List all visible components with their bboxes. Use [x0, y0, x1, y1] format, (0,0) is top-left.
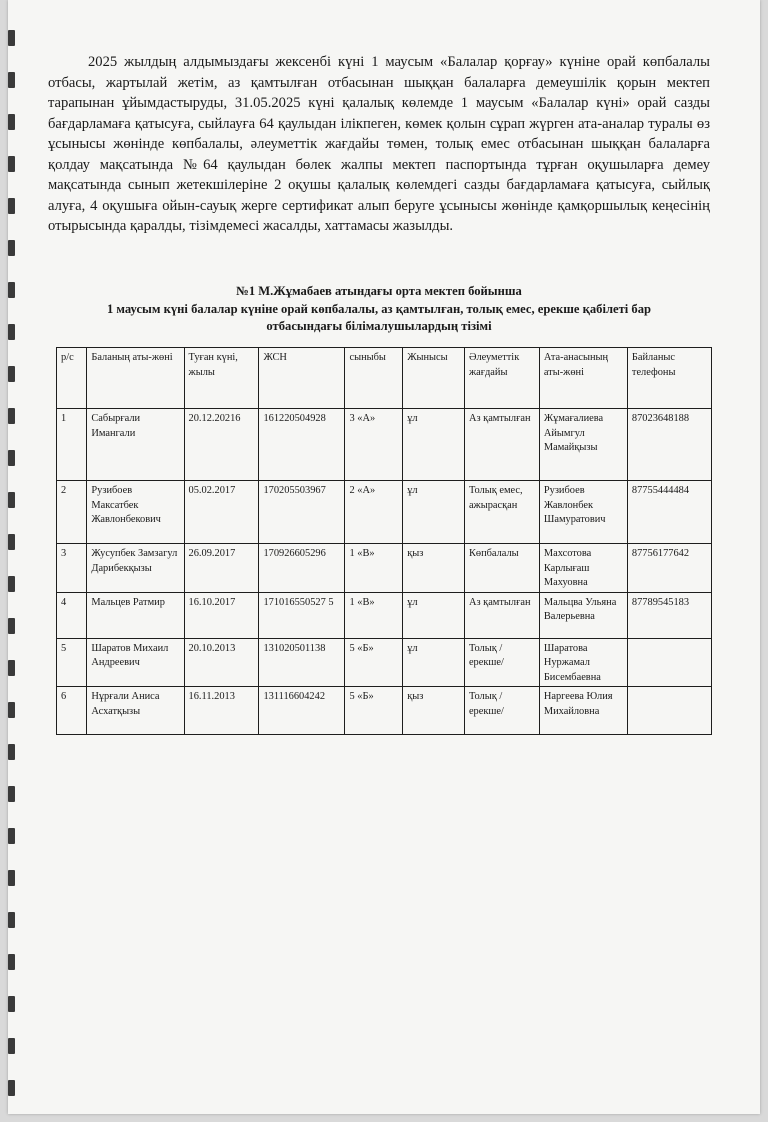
table-cell: 20.12.20216 [184, 409, 259, 481]
table-cell: Жұмағалиева Айымгул Мамайқызы [539, 409, 627, 481]
table-cell: 16.10.2017 [184, 592, 259, 638]
table-cell: Рузибоев Максатбек Жавлонбекович [87, 481, 184, 544]
table-cell: 87023648188 [627, 409, 711, 481]
table-cell [627, 638, 711, 687]
binder-hole [8, 576, 15, 592]
table-cell: ұл [403, 481, 465, 544]
table-row [57, 638, 712, 687]
binder-hole [8, 1080, 15, 1096]
binder-hole [8, 660, 15, 676]
document-page [8, 0, 760, 1114]
table-cell: Мальцва Ульяна Валерьевна [539, 592, 627, 638]
table-row [57, 481, 712, 544]
table-cell: 20.10.2013 [184, 638, 259, 687]
table-cell: 1 «В» [345, 592, 403, 638]
table-cell: қыз [403, 687, 465, 735]
binder-hole [8, 408, 15, 424]
binder-hole [8, 72, 15, 88]
table-cell: 26.09.2017 [184, 544, 259, 593]
binder-holes [8, 0, 20, 1122]
table-cell: 87756177642 [627, 544, 711, 593]
table-cell: 6 [57, 687, 87, 735]
table-cell: ұл [403, 592, 465, 638]
binder-hole [8, 450, 15, 466]
binder-hole [8, 198, 15, 214]
table-cell: Аз қамтылған [464, 409, 539, 481]
intro-paragraph: 2025 жылдың алдымыздағы жексенбі күні 1 маусым «Балалар қорғау» күніне орай көпбалалы отбасы, жартылай жетім, аз қамтылған отбасынан шыққан балаларға демеушілік қорын мектеп тарапынан ұйымдастыруды, 31.05.2025 күні қалалық көлемде 1 маусым «Балалар күні» орай сазды бағдарламаға қатысуға, сыйлауға 64 қаулыдан ілікпеген, көмек қолын сұрап жүрген ата-аналар туралы өз ұсынысы жөнінде көпбалалы, әлеуметтік жағдайы төмен, толық емес отбасынан шыққан балаларға қолдау мақсатында №64 қаулыдан бөлек жалпы мектеп паспортында тұрған оқушыларға демеу мақсатында сынып жетекшілеріне 2 оқушы қалалық көлемдегі сазды бағдарламаға қатысуға, сыйлық алуға, 4 оқушыға ойын-сауық жерге сертификат алып беруге ұсынысы жөнінде қамқоршылық кеңесінің отырысында қаралды, тізімдемесі жасалды, хаттамасы жазылды. [48, 54, 710, 234]
table-cell: Аз қамтылған [464, 592, 539, 638]
table-cell: Толық /ерекше/ [464, 687, 539, 735]
binder-hole [8, 954, 15, 970]
table-row [57, 409, 712, 481]
table-row [57, 687, 712, 735]
table-row [57, 544, 712, 593]
binder-hole [8, 996, 15, 1012]
table-cell: Махсотова Карлығаш Махуовна [539, 544, 627, 593]
binder-hole [8, 744, 15, 760]
table-cell: 131116604242 [259, 687, 345, 735]
table-cell: 4 [57, 592, 87, 638]
binder-hole [8, 702, 15, 718]
binder-hole [8, 534, 15, 550]
col-header: ЖСН [259, 348, 345, 409]
binder-hole [8, 1038, 15, 1054]
table-cell: 171016550527 5 [259, 592, 345, 638]
col-header: Туған күні, жылы [184, 348, 259, 409]
table-header-row [57, 348, 712, 409]
table-cell: 170205503967 [259, 481, 345, 544]
table-cell: Мальцев Ратмир [87, 592, 184, 638]
col-header: сыныбы [345, 348, 403, 409]
heading-line-occasion: 1 маусым күні балалар күніне орай көпбалалы, аз қамтылған, толық емес, ерекше қабілеті бар [106, 301, 652, 316]
table-cell: 87789545183 [627, 592, 711, 638]
table-cell: Шаратов Михаил Андреевич [87, 638, 184, 687]
table-cell: Сабырғали Имангали [87, 409, 184, 481]
table-cell: қыз [403, 544, 465, 593]
binder-hole [8, 156, 15, 172]
table-cell: 16.11.2013 [184, 687, 259, 735]
table-cell: Жусупбек Замзагул Дарибекқызы [87, 544, 184, 593]
col-header: Әлеуметтік жағдайы [464, 348, 539, 409]
binder-hole [8, 828, 15, 844]
table-cell: 170926605296 [259, 544, 345, 593]
binder-hole [8, 282, 15, 298]
binder-hole [8, 786, 15, 802]
table-cell: 2 [57, 481, 87, 544]
col-header: Жынысы [403, 348, 465, 409]
binder-hole [8, 870, 15, 886]
binder-hole [8, 618, 15, 634]
table-cell: 5 «Б» [345, 638, 403, 687]
heading-line-school: №1 М.Жұмабаев атындағы орта мектеп бойынша [236, 284, 522, 298]
table-cell: Көпбалалы [464, 544, 539, 593]
table-cell: Толық емес, ажырасқан [464, 481, 539, 544]
col-header: р/с [57, 348, 87, 409]
table-cell: 1 [57, 409, 87, 481]
table-cell: ұл [403, 638, 465, 687]
students-table [56, 347, 712, 735]
col-header: Баланың аты-жөні [87, 348, 184, 409]
table-cell: ұл [403, 409, 465, 481]
binder-hole [8, 912, 15, 928]
binder-hole [8, 30, 15, 46]
table-cell: Нұрғали Аниса Асхатқызы [87, 687, 184, 735]
table-cell: Наргеева Юлия Михайловна [539, 687, 627, 735]
table-cell: Рузибоев Жавлонбек Шамуратович [539, 481, 627, 544]
table-cell: 1 «В» [345, 544, 403, 593]
binder-hole [8, 240, 15, 256]
table-cell: 161220504928 [259, 409, 345, 481]
table-cell: 05.02.2017 [184, 481, 259, 544]
table-cell: 3 «А» [345, 409, 403, 481]
table-cell: 131020501138 [259, 638, 345, 687]
table-cell: Толық /ерекше/ [464, 638, 539, 687]
binder-hole [8, 114, 15, 130]
table-cell [627, 687, 711, 735]
heading-line-title: отбасындағы білімалушылардың тізімі [266, 319, 492, 333]
table-cell: 5 [57, 638, 87, 687]
binder-hole [8, 366, 15, 382]
binder-hole [8, 492, 15, 508]
list-heading [48, 283, 710, 336]
table-row [57, 592, 712, 638]
binder-hole [8, 324, 15, 340]
col-header: Ата-анасының аты-жөні [539, 348, 627, 409]
table-cell: 2 «А» [345, 481, 403, 544]
table-cell: 3 [57, 544, 87, 593]
table-cell: 5 «Б» [345, 687, 403, 735]
col-header: Байланыс телефоны [627, 348, 711, 409]
table-cell: 87755444484 [627, 481, 711, 544]
table-cell: Шаратова Нуржамал Бисембаевна [539, 638, 627, 687]
